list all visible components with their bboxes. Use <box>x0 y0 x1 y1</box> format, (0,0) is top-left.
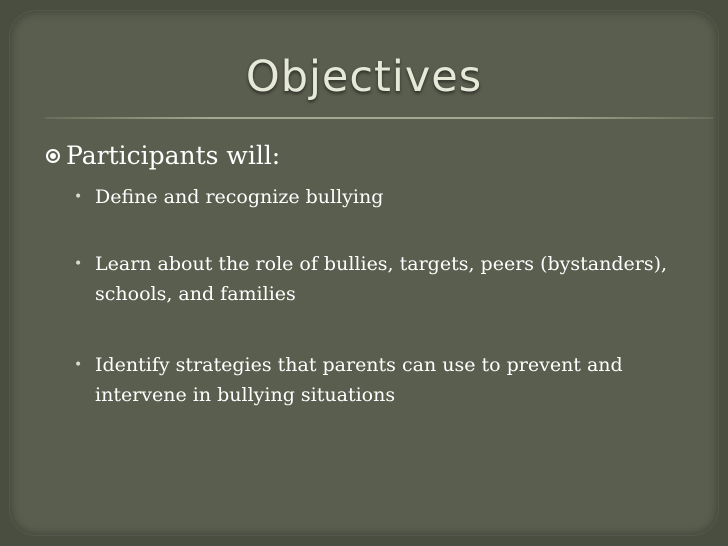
dot-bullet-icon: • <box>74 256 83 272</box>
dot-bullet-icon: • <box>74 357 83 373</box>
slide-title: Objectives <box>245 52 483 102</box>
heading-text: Participants will: <box>66 141 281 170</box>
list-item <box>74 249 704 309</box>
list-item <box>74 182 704 212</box>
list-item-text: Define and recognize bullying <box>95 186 384 208</box>
list-item-text: Identify strategies that parents can use to prevent and intervene in bullying situations <box>95 354 623 406</box>
title-divider <box>45 117 713 119</box>
heading-bullet-item <box>46 141 280 170</box>
dot-bullet-icon: • <box>74 189 83 205</box>
list-item <box>74 350 704 410</box>
circle-bullet-icon <box>46 149 60 163</box>
list-item-text: Learn about the role of bullies, targets, peers (bystanders), schools, and families <box>95 253 668 305</box>
